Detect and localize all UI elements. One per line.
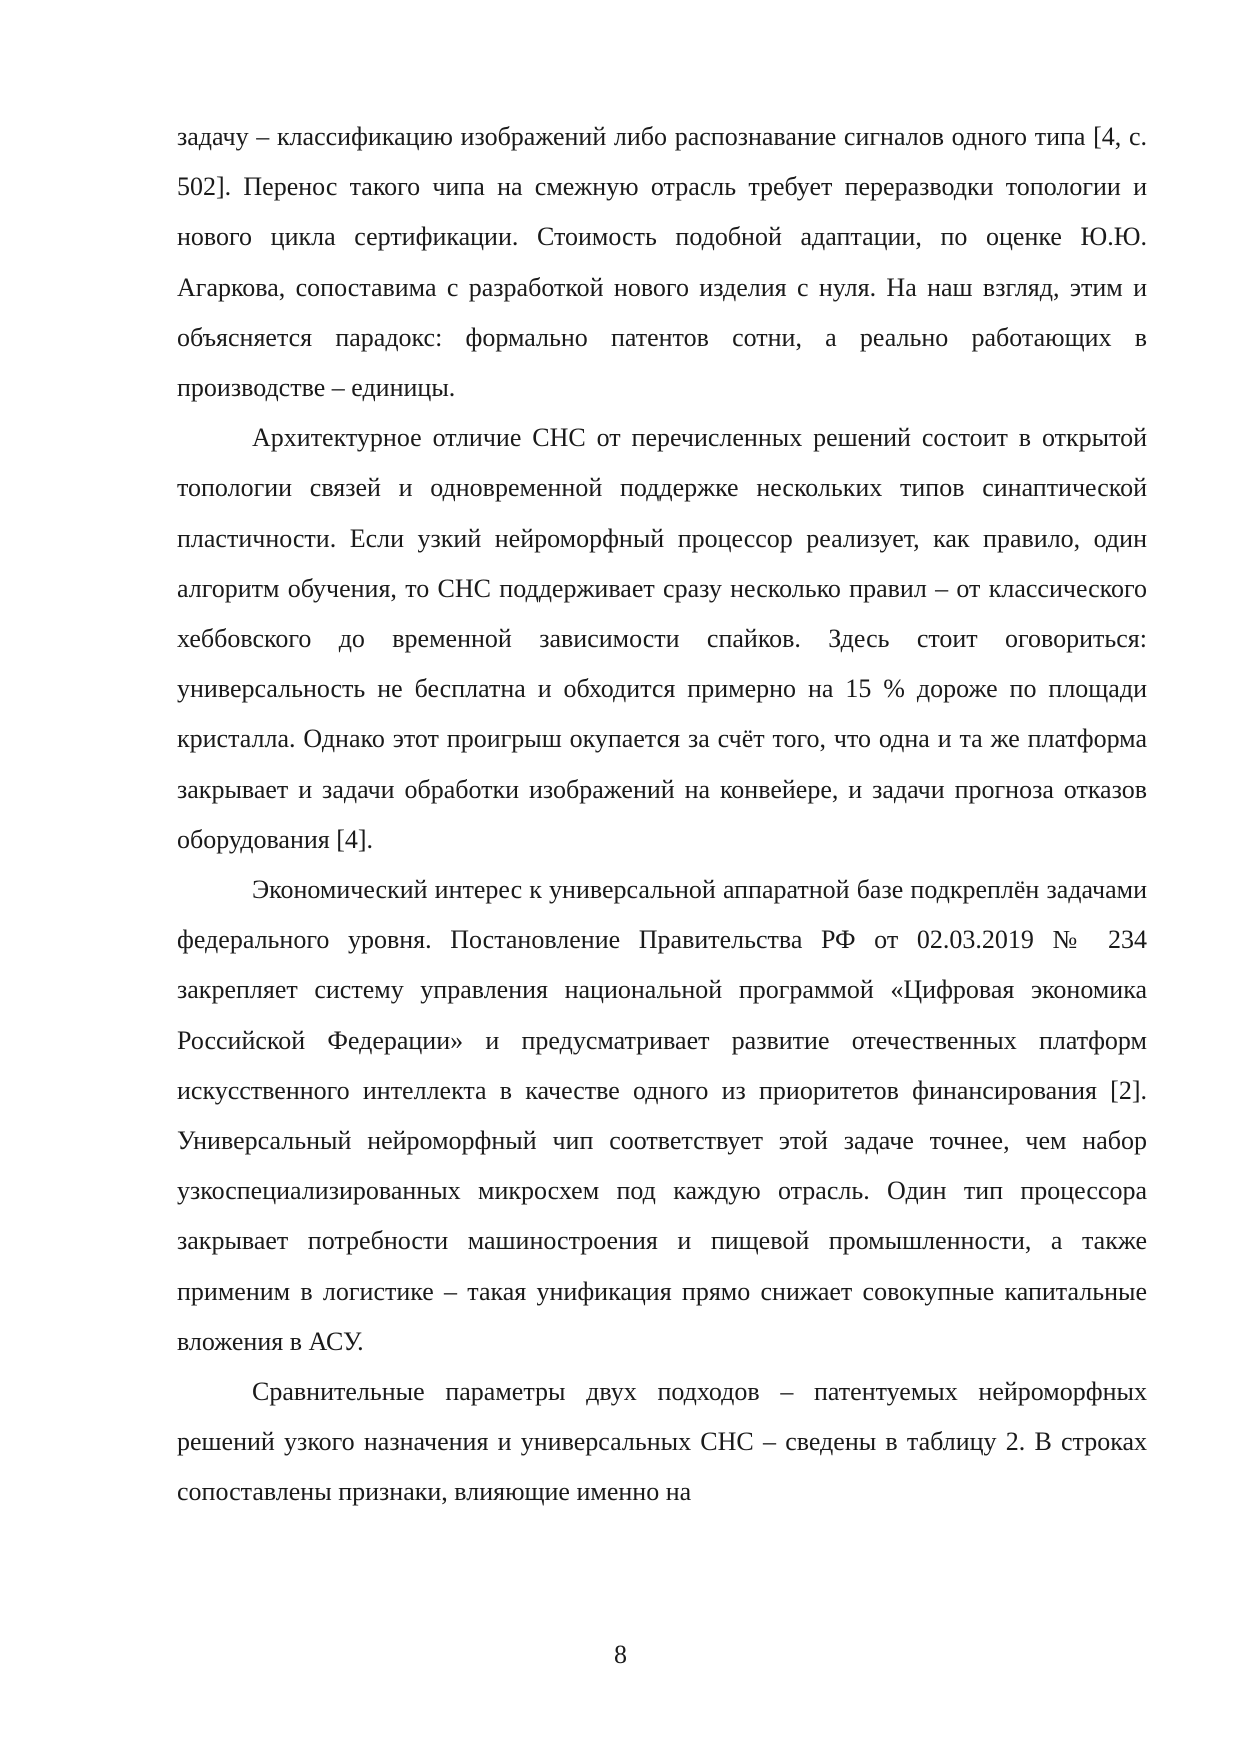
paragraph-economics: Экономический интерес к универсальной аппаратной базе подкреплён задачами федерального уровня. Постановление Правительства РФ от 02.03.2019 № 234 закрепляет систему управления национальной программой «Цифровая экономика Российской Федерации» и предусматривает развитие отечественных платформ искусственного интеллекта в качестве одного из приоритетов финансирования [2]. Универсальный нейроморфный чип соответствует этой задаче точнее, чем набор узкоспециализированных микросхем под каждую отрасль. Один тип процессора закрывает потребности машиностроения и пищевой промышленности, а также применим в логистике – такая унификация прямо снижает совокупные капитальные вложения в АСУ. <box>177 875 1147 1356</box>
paragraph-comparison: Сравнительные параметры двух подходов – патентуемых нейроморфных решений узкого назначения и универсальных СНС – сведены в таблицу 2. В строках сопоставлены признаки, влияющие именно на <box>177 1377 1147 1507</box>
paragraph-continuation: задачу – классификацию изображений либо распознавание сигналов одного типа [4, с. 502]. Перенос такого чипа на смежную отрасль требует переразводки топологии и нового цикла сертификации. Стоимость подобной адаптации, по оценке Ю.Ю. Агаркова, сопоставима с разработкой нового изделия с нуля. На наш взгляд, этим и объясняется парадокс: формально патентов сотни, а реально работающих в производстве – единицы. <box>177 122 1147 403</box>
paragraph-architecture: Архитектурное отличие СНС от перечисленных решений состоит в открытой топологии связей и одновременной поддержке нескольких типов синаптической пластичности. Если узкий нейроморфный процессор реализует, как правило, один алгоритм обучения, то СНС поддерживает сразу несколько правил – от классического хеббовского до временной зависимости спайков. Здесь стоит оговориться: универсальность не бесплатна и обходится примерно на 15 % дороже по площади кристалла. Однако этот проигрыш окупается за счёт того, что одна и та же платформа закрывает и задачи обработки изображений на конвейере, и задачи прогноза отказов оборудования [4]. <box>177 423 1147 854</box>
body-text <box>177 112 1147 1518</box>
page-number: 8 <box>614 1640 627 1669</box>
